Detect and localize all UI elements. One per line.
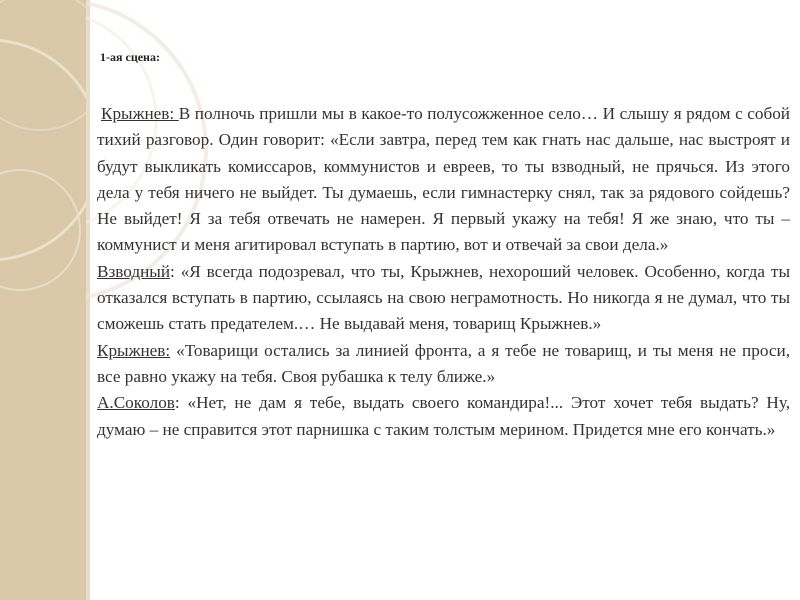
dialogue-line: В полночь пришли мы в какое-то полусожженное село… И слышу я рядом с собой тихий разговор. Один говорит: «Если завтра, перед тем как гнать нас дальше, нас выстроят и будут выкликать комиссаров, коммунистов и евреев, то ты взводный, не прячься. Из этого дела у тебя ничего не выйдет. Ты думаешь, если гимнастерку снял, так за рядового сойдешь? Не выйдет! Я за тебя отвечать не намерен. Я первый укажу на тебя! Я же знаю, что ты – коммунист и меня агитировал вступать в партию, вот и отвечай за свои дела.» (97, 104, 791, 255)
decorative-circles (0, 0, 86, 600)
dialogue-paragraph (97, 390, 790, 443)
dialogue-line: : «Нет, не дам я тебе, выдать своего командира!... Этот хочет тебя выдать? Ну, думаю – не справится этот парнишка с таким толстым мерином. Придется мне его кончать.» (97, 393, 790, 439)
decorative-side-band (0, 0, 86, 600)
dialogue-text (97, 101, 790, 443)
dialogue-line: : «Я всегда подозревал, что ты, Крыжнев, нехороший человек. Особенно, когда ты отказался вступать в партию, ссылаясь на свою неграмотность. Но никогда я не думал, что ты сможешь стать предателем.… Не выдавай меня, товарищ Крыжнев.» (97, 261, 790, 334)
speaker-name: А.Соколов (97, 393, 175, 413)
speaker-name: Крыжнев: (101, 104, 179, 123)
dialogue-paragraph (97, 338, 790, 391)
dialogue-paragraph (97, 101, 790, 259)
dialogue-paragraph (97, 259, 790, 338)
dialogue-line: «Товарищи остались за линией фронта, а я тебе не товарищ, и ты меня не проси, все равно укажу на тебя. Своя рубашка к телу ближе.» (97, 340, 790, 386)
scene-label: 1-ая сцена: (100, 50, 160, 64)
speaker-name: Взводный (97, 261, 171, 281)
speaker-name: Крыжнев: (97, 340, 171, 360)
